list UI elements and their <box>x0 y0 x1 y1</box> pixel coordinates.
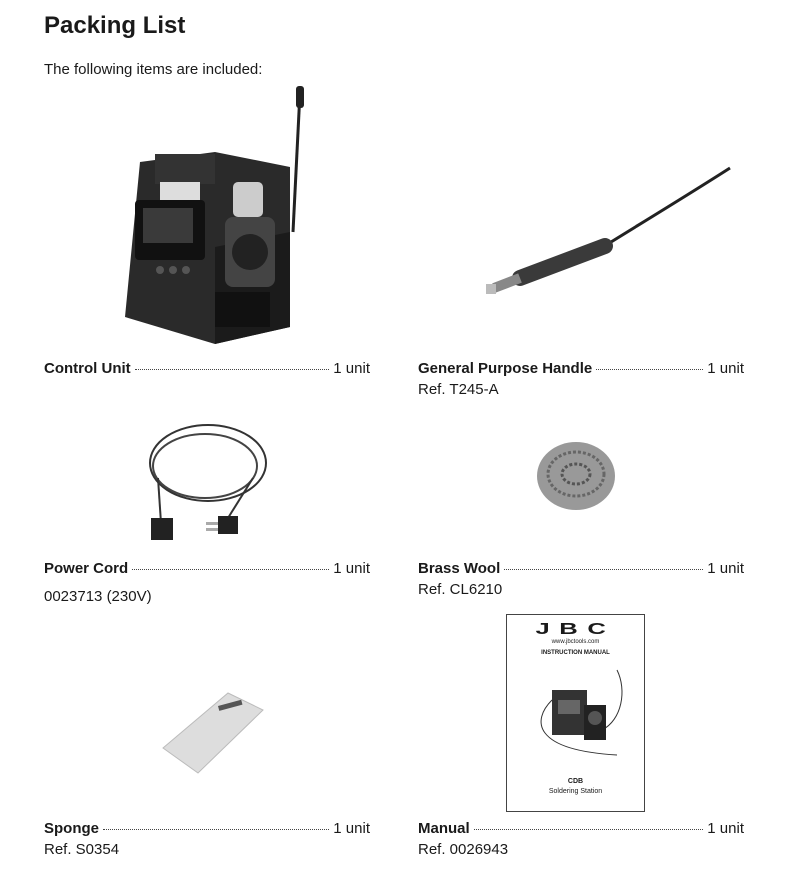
item-name: Control Unit <box>44 360 131 377</box>
item-name: General Purpose Handle <box>418 360 593 377</box>
item-name: Brass Wool <box>418 560 501 577</box>
leader-dots <box>504 569 703 570</box>
manual-subtitle: Soldering Station <box>548 788 603 795</box>
manual-url: www.jbctools.com <box>551 639 600 645</box>
manual-logo: JBC <box>535 621 616 638</box>
item-qty: 1 unit <box>707 820 744 837</box>
item-sponge <box>44 820 370 837</box>
item-qty: 1 unit <box>707 360 744 377</box>
control-unit-image <box>115 82 315 347</box>
item-power-cord <box>44 560 370 577</box>
manual-heading: INSTRUCTION MANUAL <box>541 650 610 656</box>
leader-dots <box>103 829 329 830</box>
intro-text: The following items are included: <box>44 61 263 78</box>
item-name: Power Cord <box>44 560 129 577</box>
sponge-image <box>158 688 268 778</box>
manual-model: CDB <box>567 778 584 785</box>
handle-image <box>480 160 740 300</box>
item-manual <box>418 820 744 837</box>
item-qty: 1 unit <box>333 560 370 577</box>
item-qty: 1 unit <box>333 820 370 837</box>
item-ref: Ref. 0026943 <box>418 841 509 858</box>
item-brass-wool <box>418 560 744 577</box>
item-control-unit <box>44 360 370 377</box>
leader-dots <box>474 829 704 830</box>
item-name: Manual <box>418 820 470 837</box>
power-cord-image <box>143 418 273 548</box>
item-qty: 1 unit <box>707 560 744 577</box>
item-qty: 1 unit <box>333 360 370 377</box>
leader-dots <box>132 569 329 570</box>
manual-cover <box>506 614 645 812</box>
item-handle <box>418 360 744 377</box>
item-ref: Ref. S0354 <box>44 841 120 858</box>
manual-station-image <box>522 660 632 770</box>
item-ref: 0023713 (230V) <box>44 588 152 605</box>
item-ref: Ref. T245-A <box>418 381 499 398</box>
item-name: Sponge <box>44 820 99 837</box>
leader-dots <box>596 369 703 370</box>
page-title: Packing List <box>44 12 186 39</box>
item-ref: Ref. CL6210 <box>418 581 503 598</box>
leader-dots <box>135 369 330 370</box>
brass-wool-image <box>535 438 617 513</box>
